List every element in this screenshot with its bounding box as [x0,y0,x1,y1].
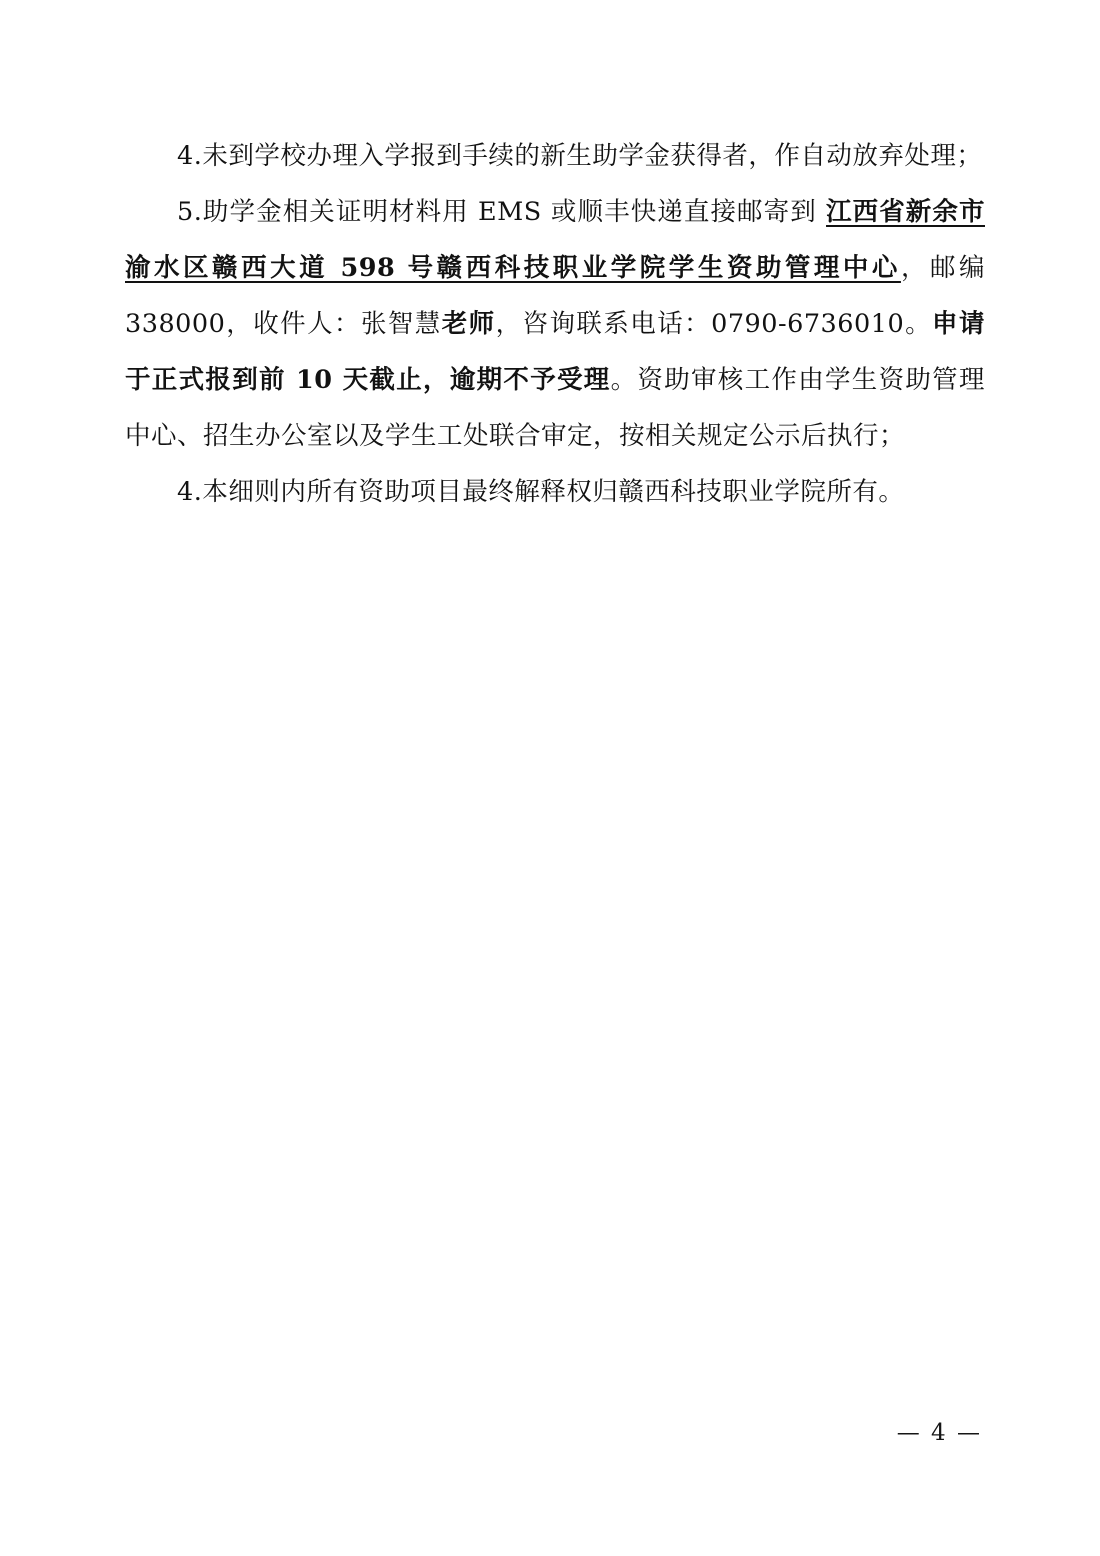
paragraph-item-4-new-student: 4.未到学校办理入学报到手续的新生助学金获得者，作自动放弃处理； [177,141,983,171]
text-segment-review-process: 。资助审核工作由学生资助管理中心、招生办公室以及学生工处联合审定，按相关规定公示后执行； [125,365,985,451]
page-number: — 4 — [896,1420,982,1446]
text-segment-phone: ，咨询联系电话：0790-6736010。 [495,309,933,339]
text-segment-deadline: 申请于正式报到前 10 天截止，逾期不予受理 [125,309,985,395]
document-body [125,128,985,520]
text-segment-teacher-title: 老师 [441,309,496,339]
paragraph-item-4-interpretation: 4.本细则内所有资助项目最终解释权归赣西科技职业学院所有。 [177,477,905,507]
paragraph-item-5-materials [125,184,985,464]
text-segment-intro: 5.助学金相关证明材料用 EMS 或顺丰快递直接邮寄到 [177,197,827,227]
text-segment-postcode-recipient: ，邮编 338000，收件人：张智慧 [125,253,985,339]
text-segment-address: 江西省新余市渝水区赣西大道 598 号赣西科技职业学院学生资助管理中心 [125,197,985,283]
